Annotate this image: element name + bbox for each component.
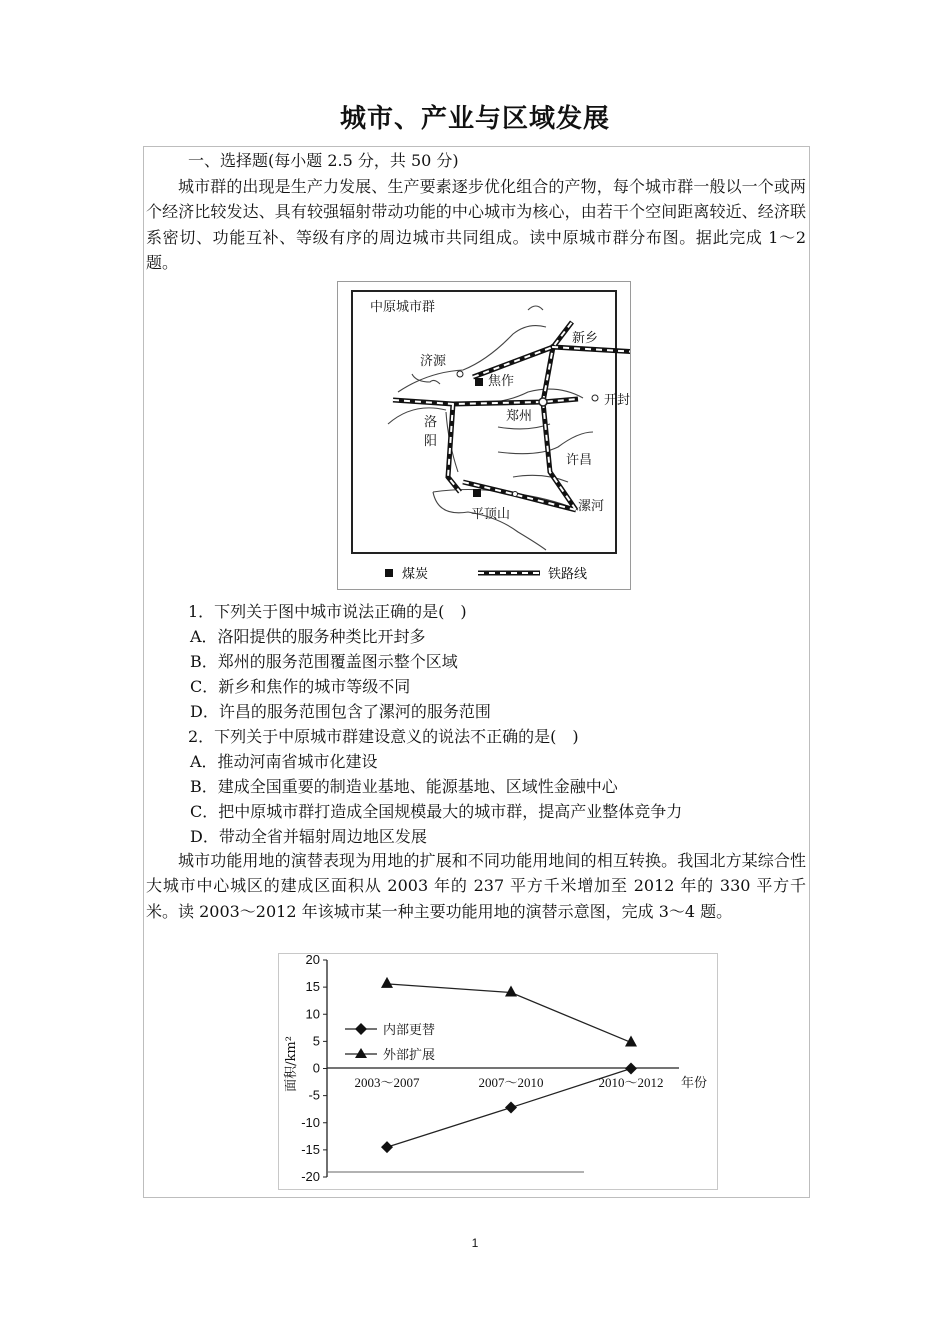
x-category-label: 2010～2012: [598, 1075, 664, 1090]
q2-option-a: A．推动河南省城市化建设: [190, 752, 378, 771]
q2-stem: 2．下列关于中原城市群建设意义的说法不正确的是( ): [188, 727, 579, 746]
y-tick-label: 5: [312, 1033, 320, 1049]
city-jiyuan: 济源: [420, 354, 447, 369]
land-use-chart: [278, 953, 718, 1190]
intro-paragraph-2: 城市功能用地的演替表现为用地的扩展和不同功能用地间的相互转换。我国北方某综合性大城市中心城区的建成区面积从 2003 年的 237 平方千米增加至 2012 年的 330 平方千米。读 2003～2012 年该城市某一种主要功能用地的演替示意图，完成 3～4 题。: [146, 851, 806, 921]
legend-outer: 外部扩展: [383, 1048, 436, 1063]
x-axis-label: 年份: [681, 1076, 708, 1091]
q2-option-d: D．带动全省并辐射周边地区发展: [190, 827, 427, 846]
legend-coal-icon: [385, 569, 393, 577]
city-kaifeng: 开封: [604, 393, 630, 408]
jiaozuo-coal-marker: [475, 378, 483, 386]
legend-inner-marker: [355, 1023, 367, 1035]
pingdingshan-marker: [513, 492, 518, 497]
x-category-label: 2003～2007: [354, 1075, 420, 1090]
legend-railway: 铁路线: [548, 567, 588, 582]
city-luoyang-1: 洛: [424, 415, 438, 430]
legend-outer-marker: [355, 1048, 367, 1058]
central-plains-map: [337, 281, 631, 590]
pingdingshan-coal-marker: [473, 489, 481, 497]
legend-coal: 煤炭: [402, 567, 429, 582]
jiyuan-marker: [457, 371, 463, 377]
y-tick-label: 0: [312, 1060, 320, 1076]
city-pingdingshan: 平顶山: [471, 507, 511, 522]
x-category-label: 2007～2010: [478, 1075, 544, 1090]
y-tick-label: -15: [301, 1141, 320, 1157]
series-0-point-1: [505, 1102, 517, 1114]
city-luoyang-2: 阳: [424, 434, 438, 449]
section-heading: 一、选择题(每小题 2.5 分，共 50 分): [188, 151, 459, 170]
city-xinxiang: 新乡: [572, 331, 599, 346]
intro-paragraph-1: 城市群的出现是生产力发展、生产要素逐步优化组合的产物，每个城市群一般以一个或两个经济比较发达、具有较强辐射带动功能的中心城市为核心，由若干个空间距离较近、经济联系密切、功能互补、等级有序的周边城市共同组成。读中原城市群分布图。据此完成 1～2 题。: [146, 177, 806, 272]
y-tick-label: 15: [305, 979, 320, 995]
series-1-point-1: [505, 986, 517, 997]
zhengzhou-marker: [539, 398, 547, 406]
q2-option-b: B．建成全国重要的制造业基地、能源基地、区域性金融中心: [190, 777, 618, 796]
q2-option-c: C．把中原城市群打造成全国规模最大的城市群，提高产业整体竞争力: [190, 802, 683, 821]
series-0-point-2: [625, 1063, 637, 1075]
y-tick-label: -10: [301, 1114, 320, 1130]
y-tick-label: -5: [308, 1087, 320, 1103]
map-title: 中原城市群: [370, 300, 436, 315]
q1-option-b: B．郑州的服务范围覆盖图示整个区域: [190, 652, 458, 671]
city-luohe: 漯河: [578, 499, 605, 514]
y-tick-label: 20: [305, 954, 320, 967]
page-number: 1: [471, 1236, 479, 1250]
y-tick-label: 10: [305, 1006, 320, 1022]
q1-option-d: D．许昌的服务范围包含了漯河的服务范围: [190, 702, 491, 721]
q1-option-a: A．洛阳提供的服务种类比开封多: [190, 627, 426, 646]
y-axis-label: 面积/km²: [284, 1036, 299, 1092]
kaifeng-marker: [592, 395, 598, 401]
y-tick-label: -20: [301, 1169, 320, 1184]
city-xuchang: 许昌: [566, 453, 593, 468]
city-jiaozuo: 焦作: [488, 374, 515, 389]
q1-option-c: C．新乡和焦作的城市等级不同: [190, 677, 411, 696]
series-0-point-0: [381, 1141, 393, 1153]
q1-stem: 1．下列关于图中城市说法正确的是( ): [188, 602, 467, 621]
page-title: 城市、产业与区域发展: [339, 104, 610, 134]
series-1-point-0: [381, 977, 393, 988]
city-zhengzhou: 郑州: [506, 409, 533, 424]
legend-inner: 内部更替: [383, 1023, 436, 1038]
